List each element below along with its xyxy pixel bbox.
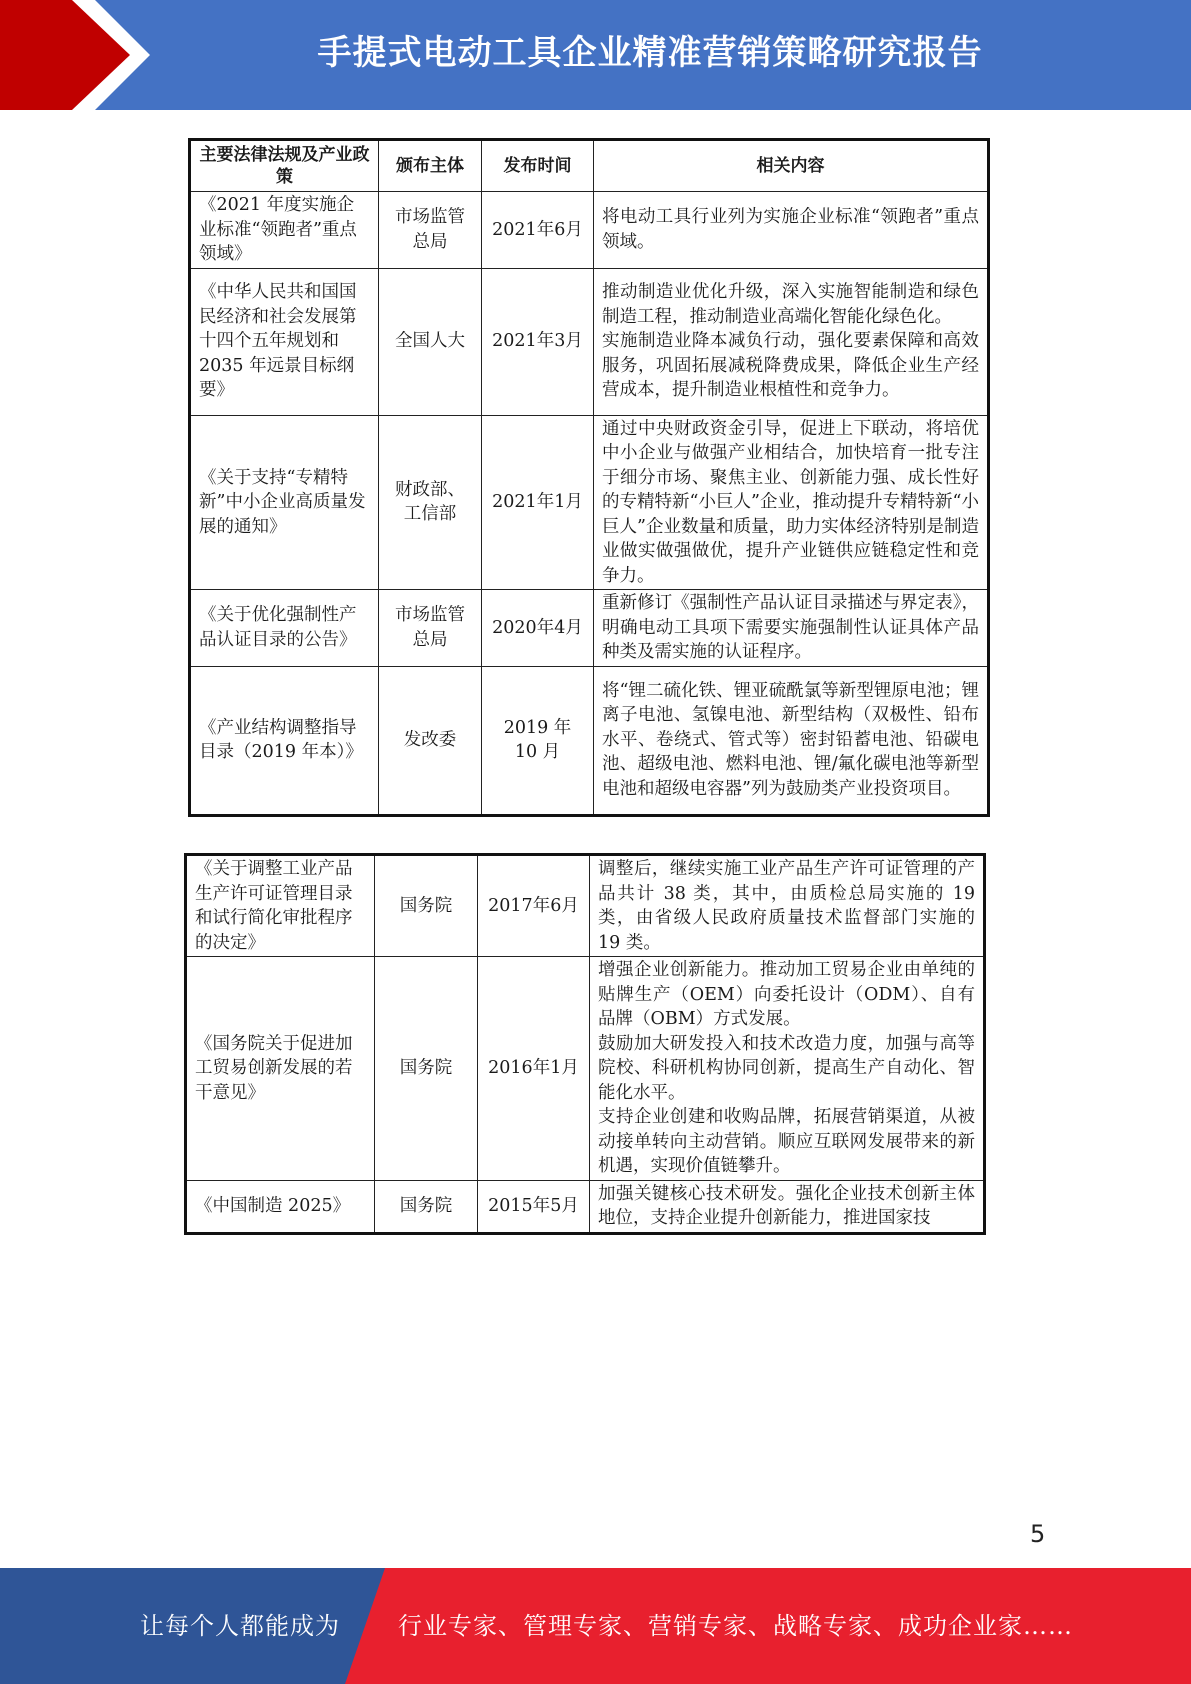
policy-name: 《国务院关于促进加工贸易创新发展的若干意见》 [186,957,375,1181]
policy-table-part-1 [188,138,990,817]
issuer: 国务院 [375,855,478,957]
policy-name: 《关于优化强制性产品认证目录的公告》 [190,590,379,667]
issuer: 财政部、工信部 [379,415,482,590]
footer-slogan-right: 行业专家、管理专家、营销专家、战略专家、成功企业家…… [398,1612,1073,1640]
table-header-row [190,140,989,192]
content [590,1180,985,1233]
policy-name: 《2021 年度实施企业标准“领跑者”重点领域》 [190,192,379,269]
content-paragraph: 调整后，继续实施工业产品生产许可证管理的产品共计 38 类，其中，由质检总局实施的 19 类，由省级人民政府质量技术监督部门实施的 19 类。 [598,859,975,953]
release-date: 2021年3月 [482,268,594,415]
column-header-content: 相关内容 [594,140,989,192]
table-row [186,1180,985,1233]
content-paragraph: 重新修订《强制性产品认证目录描述与界定表》，明确电动工具项下需要实施强制性认证具体产品种类及需实施的认证程序。 [602,593,979,662]
content-paragraph: 通过中央财政资金引导，促进上下联动，将培优中小企业与做强产业相结合，加快培育一批专注于细分市场、聚焦主业、创新能力强、成长性好的专精特新“小巨人”企业，推动提升专精特新“小巨人”企业数量和质量，助力实体经济特别是制造业做实做强做优，提升产业链供应链稳定性和竞争力。 [602,418,979,586]
table-row [190,590,989,667]
policy-name: 《中华人民共和国国民经济和社会发展第十四个五年规划和 2035 年远景目标纲要》 [190,268,379,415]
content-paragraph: 推动制造业优化升级，深入实施智能制造和绿色制造工程，推动制造业高端化智能化绿色化。 [602,282,979,327]
content [590,855,985,957]
issuer: 国务院 [375,957,478,1181]
policy-name: 《关于支持“专精特新”中小企业高质量发展的通知》 [190,415,379,590]
table-row [190,666,989,815]
content [594,268,989,415]
issuer: 国务院 [375,1180,478,1233]
footer-slogan-left: 让每个人都能成为 [140,1612,340,1640]
content [594,666,989,815]
content [594,415,989,590]
column-header-issuer: 颁布主体 [379,140,482,192]
policy-name: 《关于调整工业产品生产许可证管理目录和试行简化审批程序的决定》 [186,855,375,957]
content-paragraph: 增强企业创新能力。推动加工贸易企业由单纯的贴牌生产（OEM）向委托设计（ODM）、自有品牌（OBM）方式发展。 [598,960,975,1029]
issuer: 全国人大 [379,268,482,415]
content-paragraph: 鼓励加大研发投入和技术改造力度，加强与高等院校、科研机构协同创新，提高生产自动化、智能化水平。 [598,1033,975,1103]
header-red-arrow [0,0,150,110]
release-date: 2019 年 10 月 [482,666,594,815]
policy-name: 《中国制造 2025》 [186,1180,375,1233]
table-row [186,957,985,1181]
release-date: 2021年6月 [482,192,594,269]
column-header-policy: 主要法律法规及产业政策 [190,140,379,192]
content-paragraph: 支持企业创建和收购品牌，拓展营销渠道，从被动接单转向主动营销。顺应互联网发展带来的新机遇，实现价值链攀升。 [598,1107,975,1176]
content-paragraph: 加强关键核心技术研发。强化企业技术创新主体地位，支持企业提升创新能力，推进国家技 [598,1183,975,1228]
page-title: 手提式电动工具企业精准营销策略研究报告 [317,33,983,73]
content [590,957,985,1181]
release-date: 2017年6月 [478,855,590,957]
content-paragraph: 将“锂二硫化铁、锂亚硫酰氯等新型锂原电池；锂离子电池、氢镍电池、新型结构（双极性、铅布水平、卷绕式、管式等）密封铅蓄电池、铅碳电池、超级电池、燃料电池、锂/氟化碳电池等新型电池和超级电容器”列为鼓励类产业投资项目。 [602,680,979,799]
content-paragraph: 实施制造业降本减负行动，强化要素保障和高效服务，巩固拓展减税降费成果，降低企业生产经营成本，提升制造业根植性和竞争力。 [602,331,979,401]
column-header-date: 发布时间 [482,140,594,192]
issuer: 市场监管总局 [379,590,482,667]
table-row [186,855,985,957]
issuer: 发改委 [379,666,482,815]
table-row [190,415,989,590]
page-number: 5 [1030,1520,1046,1548]
release-date: 2020年4月 [482,590,594,667]
policy-name: 《产业结构调整指导目录（2019 年本）》 [190,666,379,815]
content-paragraph: 将电动工具行业列为实施企业标准“领跑者”重点领域。 [602,207,979,252]
release-date: 2016年1月 [478,957,590,1181]
release-date: 2021年1月 [482,415,594,590]
content [594,590,989,667]
content [594,192,989,269]
issuer: 市场监管总局 [379,192,482,269]
table-row [190,268,989,415]
release-date: 2015年5月 [478,1180,590,1233]
table-row [190,192,989,269]
policy-table-part-2 [184,853,986,1235]
